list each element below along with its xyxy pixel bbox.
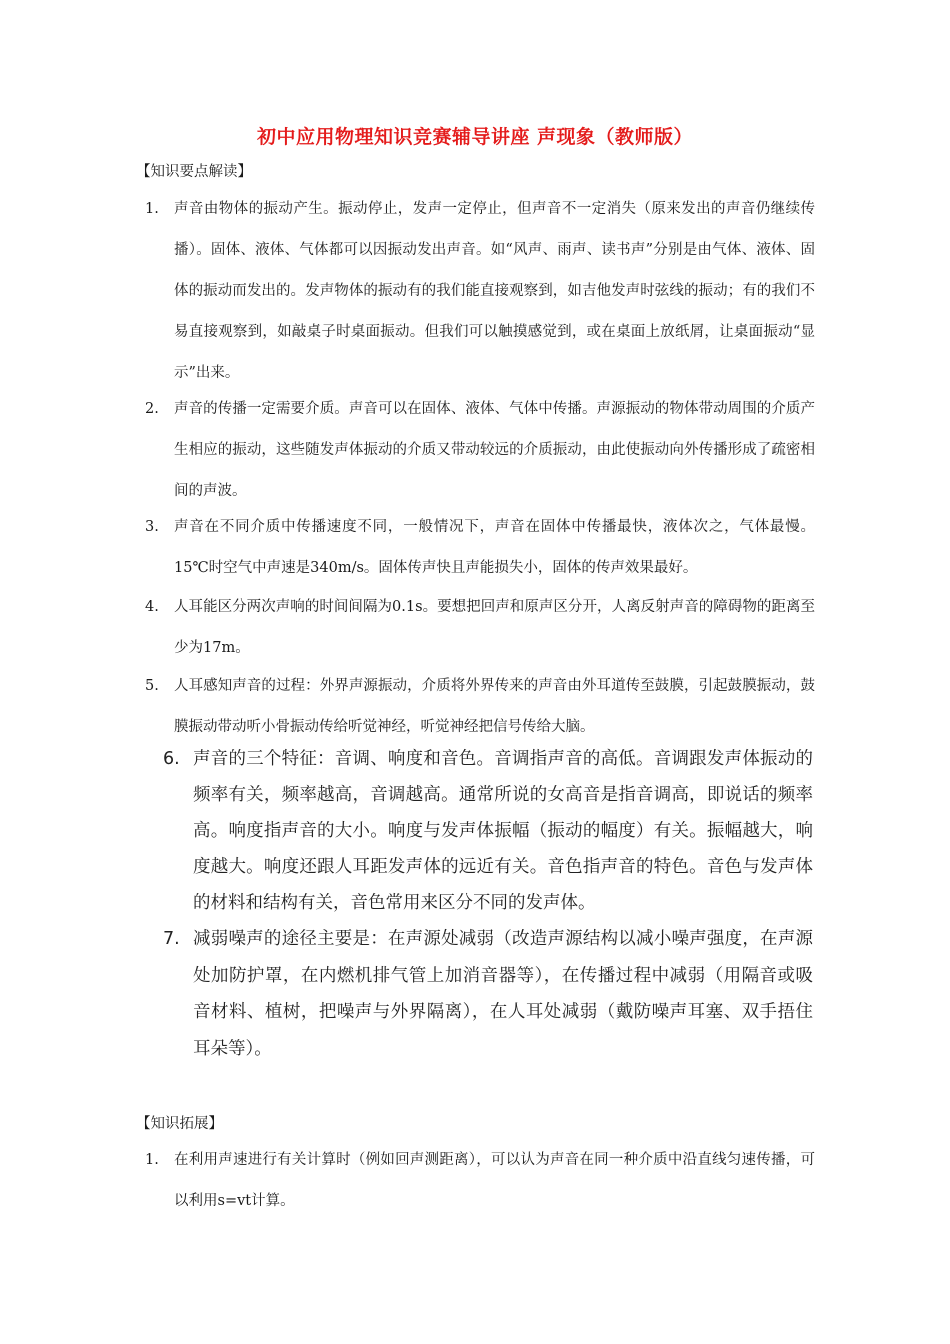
item-text: 声音由物体的振动产生。振动停止，发声一定停止，但声音不一定消失（原来发出的声音仍继续传播）。固体、液体、气体都可以因振动发出声音。如“风声、雨声、读书声”分别是由气体、液体、固体的振动而发出的。发声物体的振动有的我们能直接观察到，如吉他发声时弦线的振动；有的我们不易直接观察到，如敲桌子时桌面振动。但我们可以触摸感觉到，或在桌面上放纸屑，让桌面振动“显示”出来。 <box>174 201 815 381</box>
document-title: 初中应用物理知识竞赛辅导讲座 声现象（教师版） <box>256 126 694 148</box>
item-number: 2. <box>145 401 159 417</box>
item-text: 在利用声速进行有关计算时（例如回声测距离），可以认为声音在同一种介质中沿直线匀速传播，可以利用s=vt计算。 <box>174 1152 815 1209</box>
item-text: 声音的传播一定需要介质。声音可以在固体、液体、气体中传播。声源振动的物体带动周围的介质产生相应的振动，这些随发声体振动的介质又带动较远的介质振动，由此使振动向外传播形成了疏密相间的声波。 <box>174 401 815 499</box>
item-number: 5. <box>145 678 159 694</box>
list-item <box>163 921 813 1067</box>
item-text: 减弱噪声的途径主要是：在声源处减弱（改造声源结构以减小噪声强度，在声源处加防护罩，在内燃机排气管上加消音器等），在传播过程中减弱（用隔音或吸音材料、植树，把噪声与外界隔离），在人耳处减弱（戴防噪声耳塞、双手捂住耳朵等）。 <box>193 929 813 1059</box>
item-text: 声音的三个特征：音调、响度和音色。音调指声音的高低。音调跟发声体振动的频率有关，频率越高，音调越高。通常所说的女高音是指音调高，即说话的频率高。响度指声音的大小。响度与发声体振幅（振动的幅度）有关。振幅越大，响度越大。响度还跟人耳距发声体的远近有关。音色指声音的特色。音色与发声体的材料和结构有关，音色常用来区分不同的发声体。 <box>193 749 813 913</box>
list-item <box>145 587 815 669</box>
item-text: 声音在不同介质中传播速度不同，一般情况下，声音在固体中传播最快，液体次之，气体最慢。15℃时空气中声速是340m/s。固体传声快且声能损失小，固体的传声效果最好。 <box>174 519 815 576</box>
item-number: 1. <box>145 1152 159 1168</box>
item-number: 3. <box>145 519 159 535</box>
item-number: 1. <box>145 201 159 217</box>
list-item <box>145 666 815 748</box>
list-item <box>145 189 815 394</box>
list-item <box>145 1140 815 1222</box>
list-item <box>163 741 813 921</box>
item-text: 人耳能区分两次声响的时间间隔为0.1s。要想把回声和原声区分开，人离反射声音的障碍物的距离至少为17m。 <box>174 599 815 656</box>
item-number: 6. <box>163 749 180 769</box>
section-heading-key-points: 【知识要点解读】 <box>136 164 252 180</box>
item-number: 7. <box>163 929 180 949</box>
section-heading-extension: 【知识拓展】 <box>136 1116 223 1132</box>
list-item <box>145 507 815 589</box>
item-text: 人耳感知声音的过程：外界声源振动，介质将外界传来的声音由外耳道传至鼓膜，引起鼓膜振动，鼓膜振动带动听小骨振动传给听觉神经，听觉神经把信号传给大脑。 <box>174 678 815 735</box>
list-item <box>145 389 815 512</box>
item-number: 4. <box>145 599 159 615</box>
